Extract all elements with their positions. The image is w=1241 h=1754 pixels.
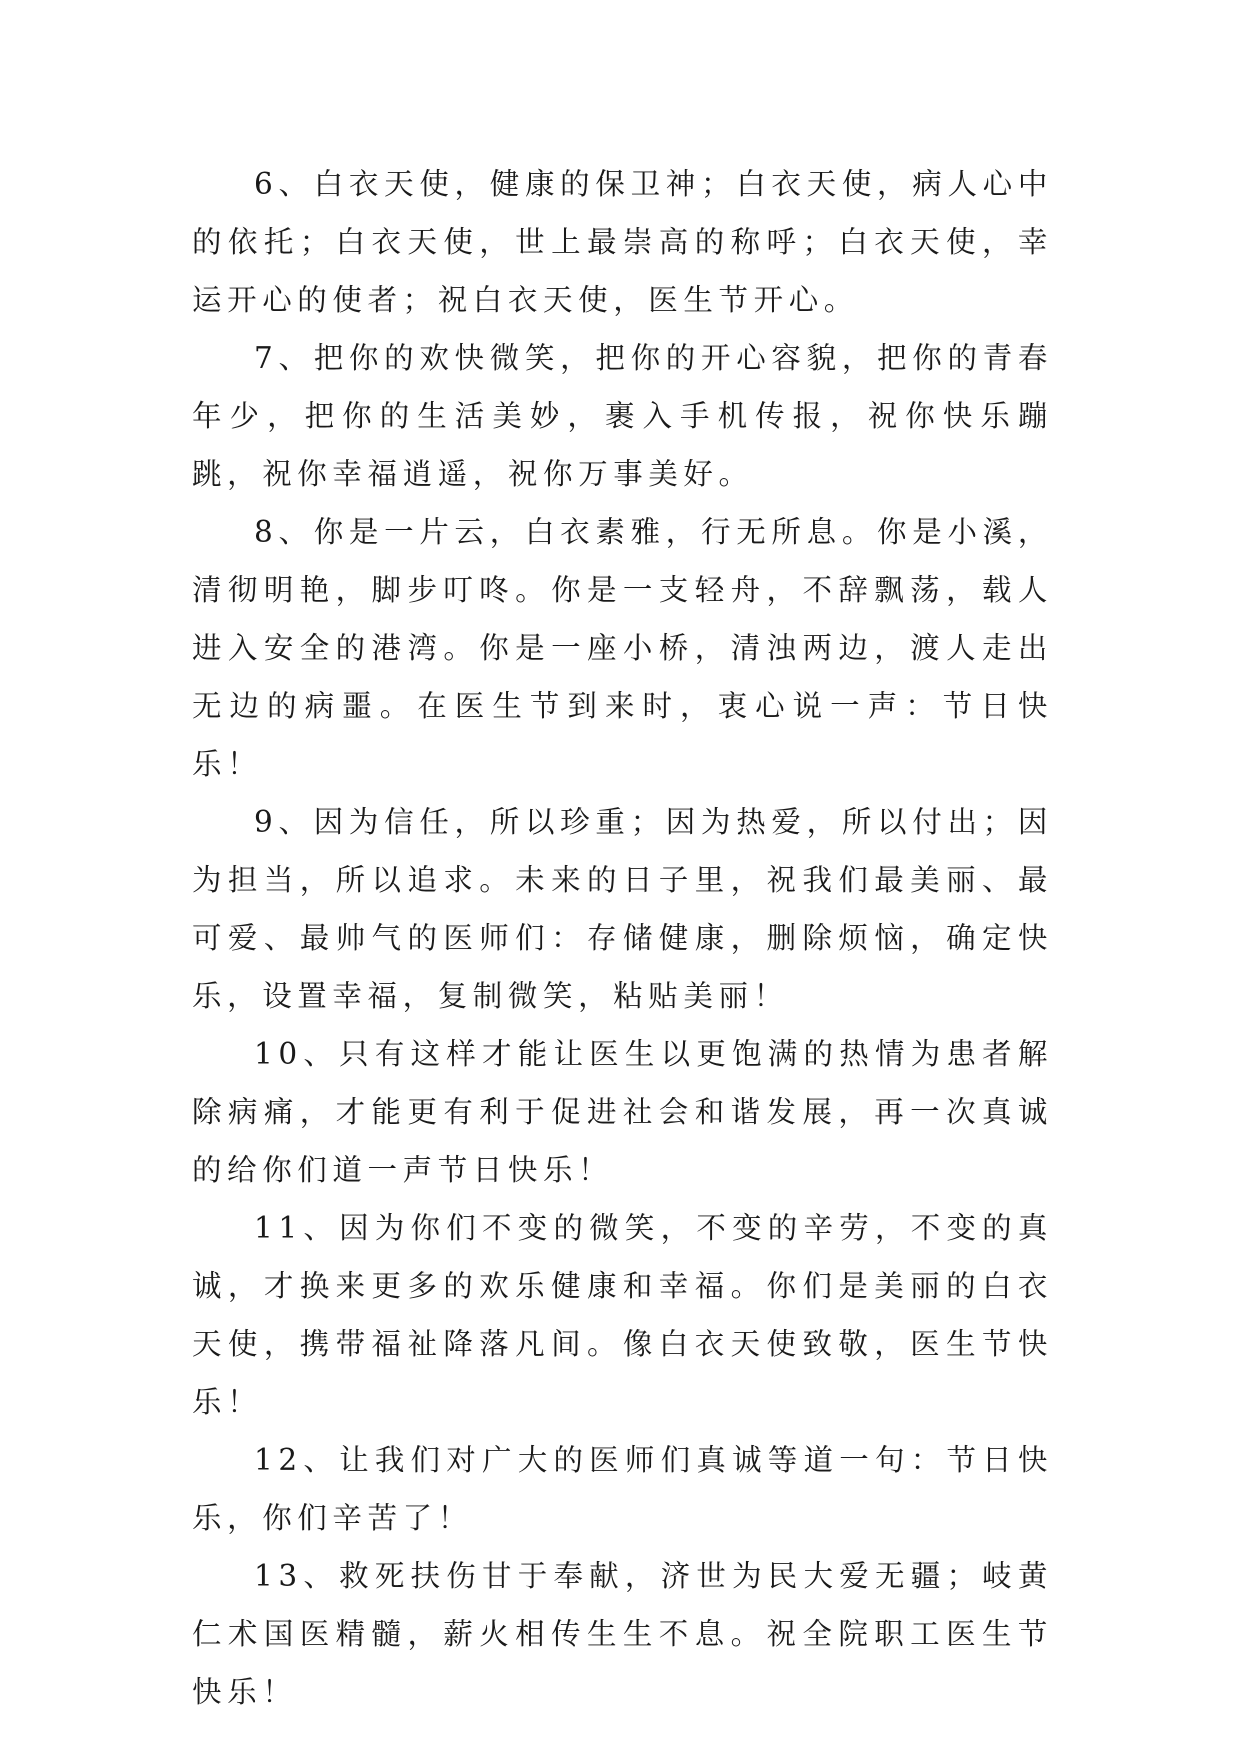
paragraph-10: 10、只有这样才能让医生以更饱满的热情为患者解除病痛，才能更有利于促进社会和谐发展，再一次真诚的给你们道一声节日快乐！ [192, 1037, 1053, 1187]
paragraph-7: 7、把你的欢快微笑，把你的开心容貌，把你的青春年少，把你的生活美妙，裹入手机传报，祝你快乐蹦跳，祝你幸福逍遥，祝你万事美好。 [192, 341, 1053, 491]
paragraph-9: 9、因为信任，所以珍重；因为热爱，所以付出；因为担当，所以追求。未来的日子里，祝我们最美丽、最可爱、最帅气的医师们：存储健康，删除烦恼，确定快乐，设置幸福，复制微笑，粘贴美丽！ [192, 805, 1053, 1013]
paragraph-6: 6、白衣天使，健康的保卫神；白衣天使，病人心中的依托；白衣天使，世上最崇高的称呼；白衣天使，幸运开心的使者；祝白衣天使，医生节开心。 [192, 167, 1053, 317]
paragraph-8: 8、你是一片云，白衣素雅，行无所息。你是小溪，清彻明艳，脚步叮咚。你是一支轻舟，不辞飘荡，载人进入安全的港湾。你是一座小桥，清浊两边，渡人走出无边的病噩。在医生节到来时，衷心说一声：节日快乐！ [192, 515, 1053, 781]
document-body [192, 155, 1053, 1721]
paragraph-13: 13、救死扶伤甘于奉献，济世为民大爱无疆；岐黄仁术国医精髓，薪火相传生生不息。祝全院职工医生节快乐！ [192, 1559, 1053, 1709]
paragraph-12: 12、让我们对广大的医师们真诚等道一句：节日快乐，你们辛苦了！ [192, 1443, 1053, 1535]
paragraph-11: 11、因为你们不变的微笑，不变的辛劳，不变的真诚，才换来更多的欢乐健康和幸福。你们是美丽的白衣天使，携带福祉降落凡间。像白衣天使致敬，医生节快乐！ [192, 1211, 1053, 1419]
